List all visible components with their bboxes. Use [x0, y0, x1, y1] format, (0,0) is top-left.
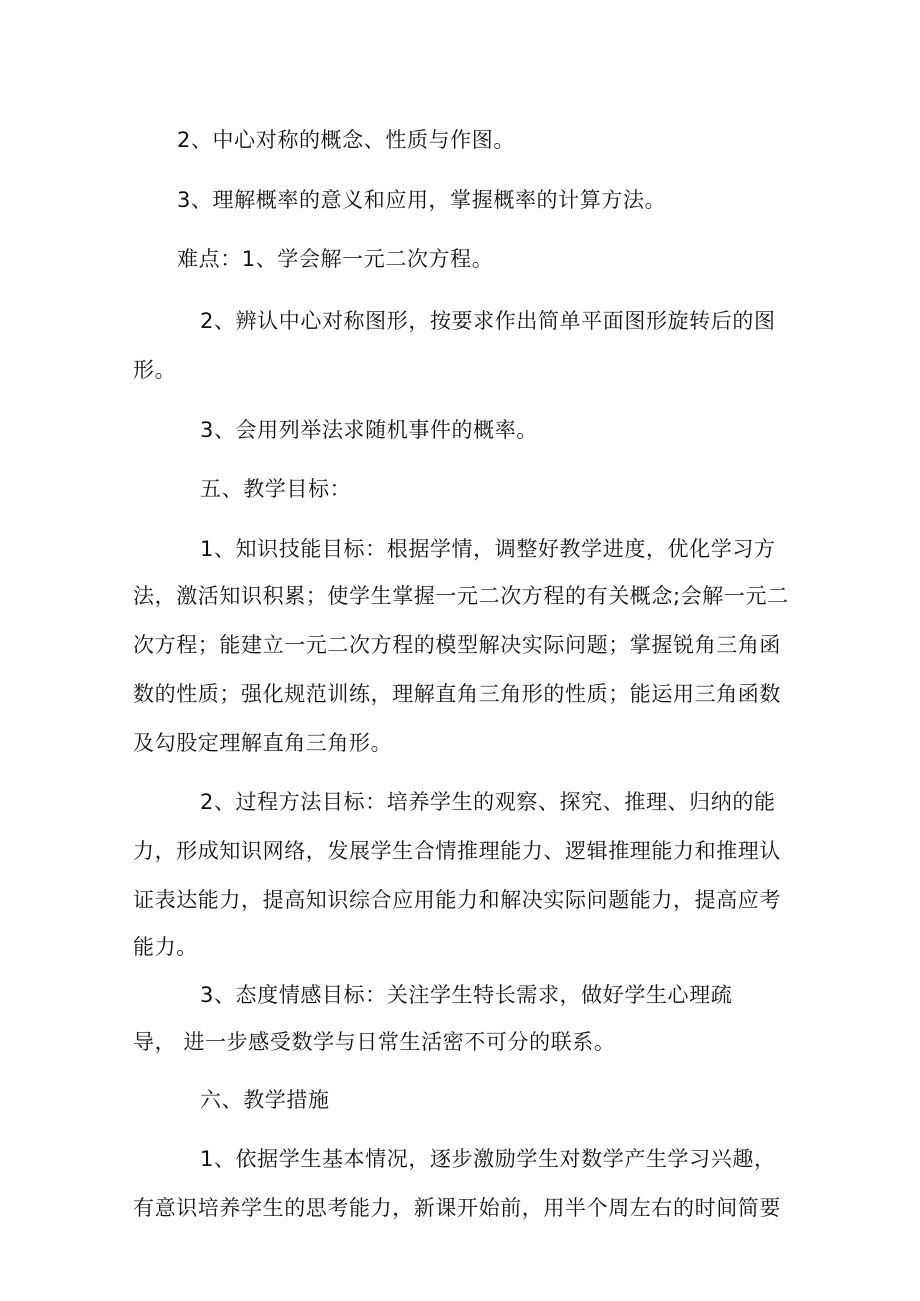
- text-line-8: 1、知识技能目标：根据学情，调整好教学进度，优化学习方: [200, 537, 776, 561]
- text-line-16: 能力。: [133, 935, 198, 959]
- text-line-1: 2、中心对称的概念、性质与作图。: [177, 128, 515, 152]
- text-line-18: 导， 进一步感受数学与日常生活密不可分的联系。: [133, 1030, 616, 1054]
- section-heading-goals: 五、教学目标：: [200, 477, 352, 501]
- text-line-17: 3、态度情感目标：关注学生特长需求，做好学生心理疏: [200, 983, 733, 1007]
- text-line-3: 难点：1、学会解一元二次方程。: [177, 247, 494, 271]
- text-line-13: 2、过程方法目标：培养学生的观察、探究、推理、归纳的能: [200, 790, 776, 814]
- text-line-11: 数的性质；强化规范训练，理解直角三角形的性质；能运用三角函数: [133, 682, 781, 706]
- text-line-20: 1、依据学生基本情况，逐步激励学生对数学产生学习兴趣，: [200, 1147, 776, 1171]
- text-line-4: 2、辨认中心对称图形，按要求作出简单平面图形旋转后的图: [200, 309, 776, 333]
- text-line-21: 有意识培养学生的思考能力，新课开始前，用半个周左右的时间简要: [133, 1196, 781, 1220]
- text-line-5: 形。: [133, 358, 177, 382]
- text-line-12: 及勾股定理解直角三角形。: [133, 731, 393, 755]
- text-line-9: 法，激活知识积累；使学生掌握一元二次方程的有关概念;会解一元二: [133, 584, 789, 608]
- text-line-14: 力，形成知识网络，发展学生合情推理能力、逻辑推理能力和推理认: [133, 839, 781, 863]
- text-line-10: 次方程；能建立一元二次方程的模型解决实际问题；掌握锐角三角函: [133, 633, 781, 657]
- text-line-15: 证表达能力，提高知识综合应用能力和解决实际问题能力，提高应考: [133, 888, 781, 912]
- section-heading-measures: 六、教学措施: [200, 1088, 330, 1112]
- text-line-6: 3、会用列举法求随机事件的概率。: [200, 418, 538, 442]
- text-line-2: 3、理解概率的意义和应用，掌握概率的计算方法。: [177, 188, 667, 212]
